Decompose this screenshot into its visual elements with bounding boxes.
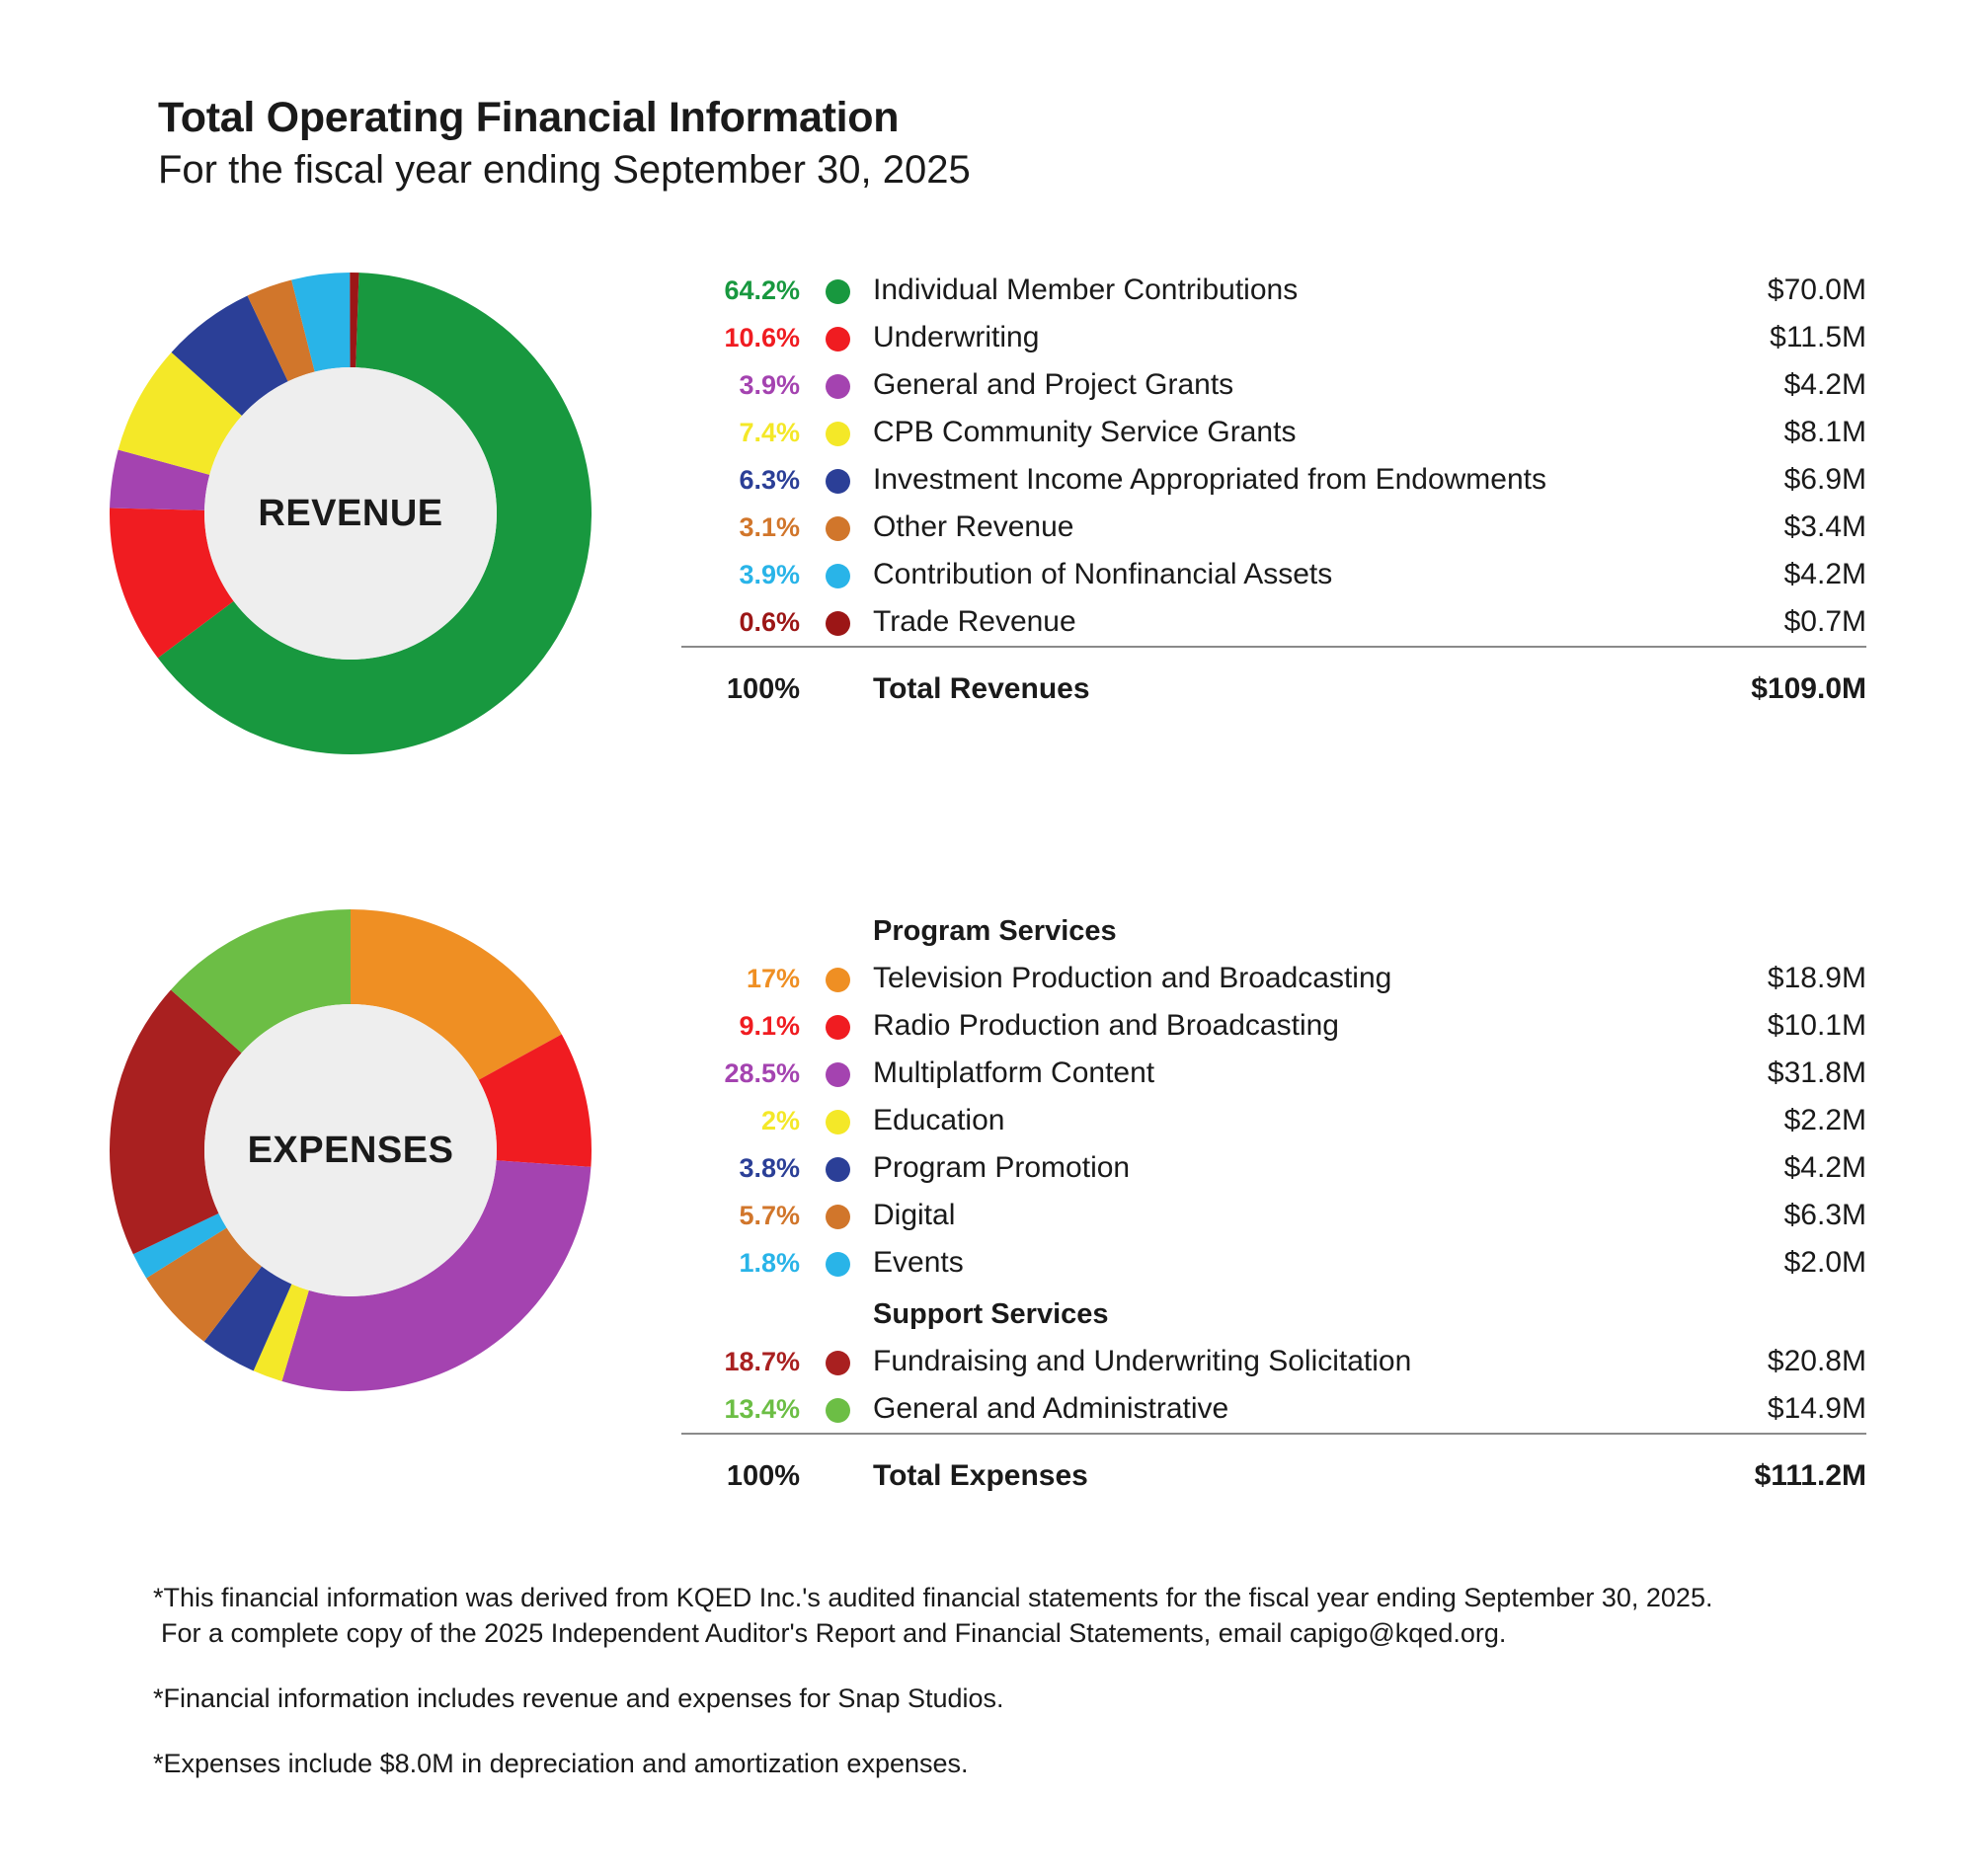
legend-percent: 0.6% <box>739 607 800 637</box>
legend-label: Television Production and Broadcasting <box>873 962 1392 994</box>
legend-amount: $18.9M <box>1767 962 1866 994</box>
legend-color-swatch-icon <box>826 1110 850 1134</box>
legend-label: Underwriting <box>873 321 1040 353</box>
legend-row <box>681 504 1866 551</box>
legend-swatch-cell <box>826 1192 871 1239</box>
legend-row <box>681 1192 1866 1239</box>
legend-row <box>681 409 1866 456</box>
legend-label: Radio Production and Broadcasting <box>873 1009 1339 1042</box>
legend-row <box>681 598 1866 647</box>
legend-percent: 3.1% <box>739 512 800 542</box>
legend-swatch-cell <box>826 551 871 598</box>
donut-slice <box>303 320 351 326</box>
legend-label: General and Administrative <box>873 1392 1229 1425</box>
legend-swatch-cell <box>826 955 871 1002</box>
footnotes <box>153 1580 1852 1811</box>
legend-label: General and Project Grants <box>873 368 1234 401</box>
legend-label: Program Promotion <box>873 1151 1131 1184</box>
legend-label: Total Revenues <box>873 672 1090 705</box>
legend-swatch-cell <box>826 504 871 551</box>
legend-swatch-cell <box>826 1439 871 1500</box>
legend-percent: 7.4% <box>739 418 800 447</box>
legend-label: Trade Revenue <box>873 605 1076 638</box>
legend-amount: $10.1M <box>1767 1009 1866 1042</box>
legend-label: Investment Income Appropriated from Endowments <box>873 463 1547 496</box>
legend-amount: $70.0M <box>1767 274 1866 306</box>
donut-slice <box>520 1057 544 1164</box>
donut-slice <box>268 326 303 339</box>
legend-amount: $14.9M <box>1767 1392 1866 1425</box>
legend-percent: 28.5% <box>724 1058 800 1088</box>
legend-label: CPB Community Service Grants <box>873 416 1297 448</box>
legend-row <box>681 1097 1866 1144</box>
legend-row <box>681 1050 1866 1097</box>
legend-row <box>681 1338 1866 1385</box>
legend-label: Support Services <box>873 1298 1109 1330</box>
legend-label: Contribution of Nonfinancial Assets <box>873 558 1333 590</box>
legend-row <box>681 1385 1866 1434</box>
legend-row <box>681 1144 1866 1192</box>
legend-amount: $11.5M <box>1770 321 1866 353</box>
legend-amount: $4.2M <box>1783 368 1866 401</box>
legend-color-swatch-icon <box>826 1351 850 1375</box>
donut-center <box>204 1004 497 1296</box>
expenses-donut-svg <box>104 903 597 1397</box>
legend-color-swatch-icon <box>826 611 850 636</box>
legend-group-header <box>681 903 1866 955</box>
legend-row <box>681 456 1866 504</box>
legend-amount: $2.0M <box>1783 1246 1866 1279</box>
legend-color-swatch-icon <box>826 327 850 352</box>
legend-row <box>681 955 1866 1002</box>
legend-swatch-cell <box>826 314 871 361</box>
legend-amount: $20.8M <box>1767 1345 1866 1377</box>
expenses-legend-table <box>681 903 1866 1500</box>
legend-percent: 100% <box>726 673 800 705</box>
legend-amount: $3.4M <box>1783 510 1866 543</box>
legend-color-swatch-icon <box>826 968 850 992</box>
legend-total-row <box>681 652 1866 713</box>
legend-amount: $6.9M <box>1783 463 1866 496</box>
legend-color-swatch-icon <box>826 1015 850 1040</box>
footnote-1: *This financial information was derived from KQED Inc.'s audited financial statements for the fiscal year ending September 30, 2025. <box>153 1583 1713 1612</box>
legend-label: Other Revenue <box>873 510 1074 543</box>
legend-swatch-cell <box>826 1287 871 1338</box>
legend-swatch-cell <box>826 1050 871 1097</box>
legend-label: Digital <box>873 1199 956 1231</box>
expenses-legend <box>681 903 1866 1500</box>
revenue-legend <box>681 267 1866 713</box>
legend-swatch-cell <box>826 598 871 647</box>
legend-amount: $31.8M <box>1767 1056 1866 1089</box>
legend-color-swatch-icon <box>826 516 850 541</box>
footnote-1-continued: For a complete copy of the 2025 Independent Auditor's Report and Financial Statements, email capigo@kqed.org. <box>161 1618 1507 1648</box>
legend-color-swatch-icon <box>826 279 850 304</box>
donut-slice <box>157 462 164 508</box>
footnote-3: *Expenses include $8.0M in depreciation and amortization expenses. <box>153 1749 969 1778</box>
donut-center <box>204 367 497 660</box>
donut-slice <box>157 509 196 630</box>
legend-row <box>681 314 1866 361</box>
revenue-donut-wrap <box>104 267 617 780</box>
legend-row <box>681 1002 1866 1050</box>
legend-percent <box>681 903 826 955</box>
legend-row <box>681 267 1866 314</box>
legend-percent <box>681 1287 826 1338</box>
legend-amount: $2.2M <box>1783 1104 1866 1136</box>
legend-amount <box>1669 903 1866 955</box>
legend-amount: $111.2M <box>1754 1459 1866 1492</box>
legend-color-swatch-icon <box>826 1252 850 1277</box>
expenses-donut-wrap <box>104 903 617 1417</box>
legend-swatch-cell <box>826 456 871 504</box>
legend-label: Education <box>873 1104 1005 1136</box>
page-title: Total Operating Financial Information <box>158 94 900 141</box>
legend-amount <box>1669 1287 1866 1338</box>
legend-amount: $6.3M <box>1783 1199 1866 1231</box>
legend-swatch-cell <box>826 1239 871 1287</box>
legend-label: Program Services <box>873 915 1117 947</box>
legend-percent: 13.4% <box>724 1394 800 1424</box>
donut-slice <box>187 1253 233 1304</box>
legend-swatch-cell <box>826 1097 871 1144</box>
legend-row <box>681 1239 1866 1287</box>
donut-slice <box>157 1021 206 1233</box>
legend-percent: 9.1% <box>739 1011 800 1041</box>
expenses-donut-chart <box>104 903 597 1397</box>
legend-amount: $109.0M <box>1751 672 1866 705</box>
revenue-center-label: REVENUE <box>258 492 443 534</box>
legend-swatch-cell <box>826 267 871 314</box>
legend-swatch-cell <box>826 1144 871 1192</box>
legend-color-swatch-icon <box>826 1062 850 1087</box>
legend-percent: 1.8% <box>739 1248 800 1278</box>
legend-amount: $8.1M <box>1783 416 1866 448</box>
legend-color-swatch-icon <box>826 1157 850 1182</box>
legend-swatch-cell <box>826 1338 871 1385</box>
legend-amount: $0.7M <box>1783 605 1866 638</box>
page-subtitle: For the fiscal year ending September 30, 2025 <box>158 148 971 192</box>
legend-row <box>681 551 1866 598</box>
legend-percent: 3.8% <box>739 1153 800 1183</box>
legend-label: Individual Member Contributions <box>873 274 1299 306</box>
legend-percent: 18.7% <box>724 1347 800 1376</box>
legend-row <box>681 361 1866 409</box>
legend-color-swatch-icon <box>826 1205 850 1229</box>
donut-slice <box>273 1327 295 1335</box>
legend-amount: $4.2M <box>1783 1151 1866 1184</box>
legend-percent: 10.6% <box>724 323 800 352</box>
legend-swatch-cell <box>826 1385 871 1434</box>
revenue-donut-chart <box>104 267 597 760</box>
legend-label: Fundraising and Underwriting Solicitation <box>873 1345 1412 1377</box>
expenses-center-label: EXPENSES <box>247 1129 454 1171</box>
legend-color-swatch-icon <box>826 469 850 494</box>
legend-swatch-cell <box>826 903 871 955</box>
legend-label: Events <box>873 1246 964 1279</box>
legend-color-swatch-icon <box>826 564 850 588</box>
legend-group-header <box>681 1287 1866 1338</box>
legend-percent: 64.2% <box>724 275 800 305</box>
legend-swatch-cell <box>826 409 871 456</box>
revenue-legend-table <box>681 267 1866 713</box>
donut-slice <box>206 339 268 384</box>
legend-total-row <box>681 1439 1866 1500</box>
legend-color-swatch-icon <box>826 374 850 399</box>
legend-percent: 6.3% <box>739 465 800 495</box>
legend-percent: 3.9% <box>739 560 800 589</box>
legend-label: Total Expenses <box>873 1459 1088 1492</box>
donut-slice <box>233 1304 273 1328</box>
legend-percent: 100% <box>726 1460 800 1492</box>
page-header <box>158 94 971 193</box>
legend-color-swatch-icon <box>826 422 850 446</box>
donut-slice <box>164 384 206 462</box>
legend-amount: $4.2M <box>1783 558 1866 590</box>
footnote-2: *Financial information includes revenue and expenses for Snap Studios. <box>153 1683 1004 1713</box>
revenue-donut-svg <box>104 267 597 760</box>
legend-percent: 3.9% <box>739 370 800 400</box>
legend-percent: 17% <box>746 964 800 993</box>
legend-percent: 5.7% <box>739 1201 800 1230</box>
legend-label: Multiplatform Content <box>873 1056 1155 1089</box>
donut-slice <box>176 1234 187 1253</box>
legend-swatch-cell <box>826 1002 871 1050</box>
legend-swatch-cell <box>826 652 871 713</box>
legend-swatch-cell <box>826 361 871 409</box>
legend-color-swatch-icon <box>826 1398 850 1423</box>
legend-percent: 2% <box>760 1106 800 1135</box>
